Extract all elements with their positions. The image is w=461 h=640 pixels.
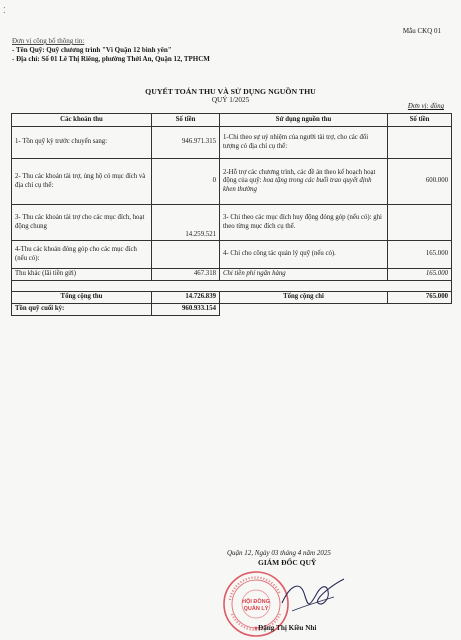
table-row [12, 127, 452, 159]
table-row [12, 241, 452, 269]
total-spend-label: Tổng cộng chi [220, 292, 388, 304]
table-row [12, 159, 452, 205]
income-label: 3- Thu các khoản tài trợ cho các mục đích, hoạt động chung [12, 205, 152, 241]
svg-text:HỘI ĐỒNG: HỘI ĐỒNG [242, 599, 270, 605]
income-amount: 946.971.315 [152, 127, 220, 159]
org-heading: Đơn vị công bố thông tin: [12, 37, 85, 45]
income-label: 2- Thu các khoản tài trợ, ủng hộ có mục đích và địa chỉ cụ thể: [12, 159, 152, 205]
signing-date: Quận 12, Ngày 03 tháng 4 năm 2025 [227, 549, 331, 557]
income-amount: 467.318 [152, 269, 220, 281]
fund-name: - Tên Quỹ: Quỹ chương trình "Vì Quận 12 bình yên" [12, 46, 172, 54]
col-header-usage-amount: Số tiền [388, 114, 452, 127]
usage-label: 4- Chi cho công tác quản lý quỹ (nếu có). [220, 241, 388, 269]
usage-amount [388, 205, 452, 241]
signer-title: GIÁM ĐỐC QUỸ [258, 558, 317, 567]
income-label: Thu khác (lãi tiền gửi) [12, 269, 152, 281]
usage-amount: 165.000 [388, 241, 452, 269]
usage-italic-note: hoa tặng trong các buổi trao quyết định khen thưởng [223, 177, 372, 193]
usage-label: 3- Chi theo các mục đích huy động đóng góp (nếu có): ghi theo từng mục đích cụ thể. [220, 205, 388, 241]
income-amount: 14.259.521 [152, 205, 220, 241]
total-income-label: Tổng cộng thu [12, 292, 152, 304]
currency-unit: Đơn vị: đồng [407, 103, 444, 110]
income-amount [152, 241, 220, 269]
total-income-value: 14.726.839 [152, 292, 220, 304]
usage-label: 1-Chi theo sự uỷ nhiệm của người tài trợ, cho các đối tượng có địa chỉ cụ thể: [220, 127, 388, 159]
col-header-income: Các khoản thu [12, 114, 152, 127]
usage-amount: 600.000 [388, 159, 452, 205]
usage-label [220, 159, 388, 205]
income-amount: 0 [152, 159, 220, 205]
usage-label: Chi tiền phí ngân hàng [220, 269, 388, 281]
signer-name: Đặng Thị Kiều Nhi [258, 624, 317, 632]
form-code: Mẫu CKQ 01 [402, 27, 441, 35]
totals-row [12, 292, 452, 304]
usage-amount: 165.000 [388, 269, 452, 281]
col-header-usage: Sử dụng nguồn thu [220, 114, 388, 127]
closing-balance-label: Tồn quỹ cuối kỳ: [12, 304, 152, 316]
usage-text: 2-Hỗ trợ các chương trình, các đề án theo kế hoạch hoạt động của quỹ: [223, 168, 376, 185]
total-spend-value: 765.000 [388, 292, 452, 304]
svg-text:★: ★ [253, 626, 259, 632]
spacer-row [12, 281, 452, 292]
closing-row [12, 304, 452, 316]
report-title: QUYẾT TOÁN THU VÀ SỬ DỤNG NGUỒN THU [145, 87, 316, 96]
handwritten-signature [278, 573, 348, 618]
income-label: 4-Thu các khoản đóng góp cho các mục đích (nếu có): [12, 241, 152, 269]
col-header-amount: Số tiền [152, 114, 220, 127]
scan-mark: ⁚ [3, 6, 6, 15]
table-row [12, 205, 452, 241]
fund-address: - Địa chỉ: Số 01 Lê Thị Riêng, phường Thới An, Quận 12, TPHCM [12, 55, 210, 63]
report-table [11, 113, 452, 316]
usage-amount [388, 127, 452, 159]
table-row [12, 269, 452, 281]
report-period: QUÝ 1/2025 [211, 96, 250, 104]
svg-text:QUẢN LÝ: QUẢN LÝ [243, 606, 269, 612]
org-info [12, 37, 392, 64]
income-label: 1- Tồn quỹ kỳ trước chuyển sang: [12, 127, 152, 159]
table-header-row [12, 114, 452, 127]
closing-balance-value: 960.933.154 [152, 304, 220, 316]
